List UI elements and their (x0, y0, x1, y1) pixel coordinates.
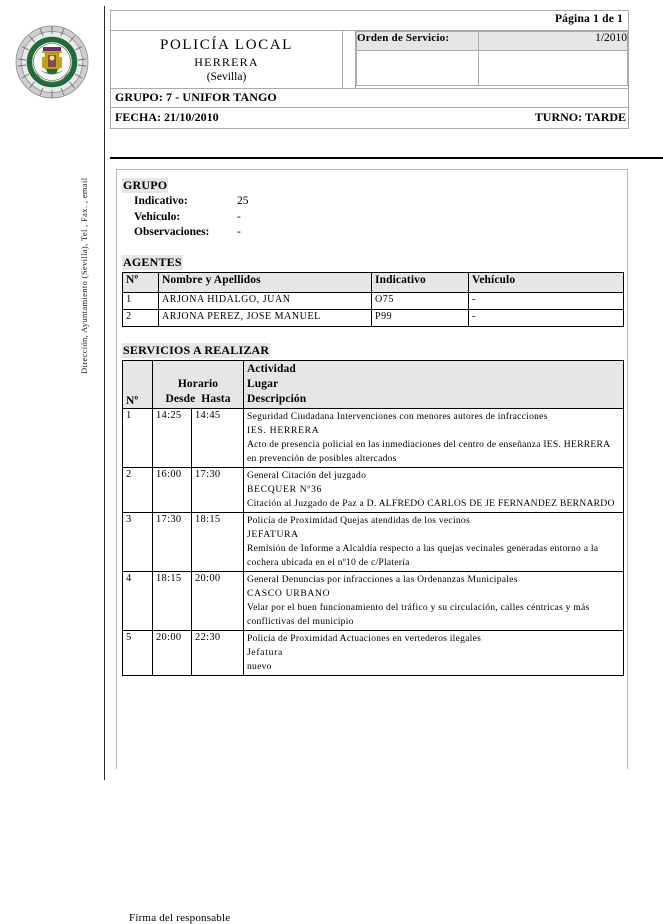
servicios-col-desde-hasta (156, 392, 240, 407)
orden-blank-left[interactable] (357, 51, 479, 86)
servicio-desde: 16:00 (153, 467, 192, 512)
servicio-actividad: Policía de Proximidad Quejas atendidas de los vecinos (247, 514, 470, 526)
servicio-detalle (244, 571, 624, 630)
header-separator-rule (110, 157, 663, 159)
servicio-hasta: 18:15 (192, 512, 244, 571)
agentes-header-row (123, 272, 624, 292)
servicio-num: 2 (123, 467, 153, 512)
orden-servicio-table (356, 31, 628, 86)
header-table (110, 10, 629, 129)
grupo-line: GRUPO: 7 - UNIFOR TANGO (111, 89, 629, 108)
agentes-section-title: AGENTES (123, 254, 182, 269)
servicio-actividad: Policía de Proximidad Actuaciones en vertederos ilegales (247, 632, 482, 644)
agentes-col-nombre: Nombre y Apellidos (159, 272, 372, 292)
servicio-detalle (244, 512, 624, 571)
orden-servicio-cell (356, 31, 629, 89)
servicios-col-horario-label: Horario (177, 377, 219, 390)
org-line-2: HERRERA (194, 55, 259, 69)
servicio-detalle (244, 408, 624, 467)
servicios-col-hasta: Hasta (201, 392, 231, 405)
header-row-grupo (111, 89, 629, 108)
servicios-col-desde: Desde (165, 392, 196, 405)
orden-blank-right[interactable] (479, 51, 628, 86)
servicio-descripcion: Velar por el buen funcionamiento del tráfico y su circulación, calles céntricas y más conflictivas del municipio (247, 601, 590, 627)
servicio-lugar: JEFATURA (247, 528, 299, 540)
agentes-col-indicativo: Indicativo (372, 272, 469, 292)
table-row (123, 292, 624, 309)
table-row (123, 467, 624, 512)
grupo-section-title: GRUPO (123, 178, 168, 192)
turno-line: TURNO: TARDE (534, 110, 627, 124)
agentes-table (122, 272, 624, 327)
grupo-value-vehiculo: - (237, 210, 241, 223)
servicios-table (122, 360, 624, 676)
grupo-value-observaciones: - (237, 226, 241, 238)
servicio-descripcion: Citación al Juzgado de Paz a D. ALFREDO CARLOS DE JE FERNANDEZ BERNARDO (247, 497, 615, 509)
grupo-field-indicativo (122, 194, 627, 210)
fecha-turno-cell (111, 108, 629, 129)
header-row-pagina (111, 11, 629, 31)
servicios-col-actividad: Actividad (247, 362, 296, 375)
servicio-hasta: 17:30 (192, 467, 244, 512)
left-gutter (0, 0, 104, 780)
agente-num: 1 (123, 292, 159, 309)
servicio-lugar: IES. HERRERA (247, 424, 320, 436)
servicio-descripcion: Remisión de Informe a Alcaldía respecto a las quejas vecinales generadas entorno a la cochera ubicada en el nº10 de c/Platería (247, 542, 599, 568)
fecha-line: FECHA: 21/10/2010 (115, 110, 219, 124)
servicio-desde: 17:30 (153, 512, 192, 571)
grupo-field-vehiculo (122, 210, 627, 226)
servicios-col-num-label: Nº (126, 394, 139, 407)
servicio-actividad: General Denuncias por infracciones a las Ordenanzas Municipales (247, 573, 518, 585)
agentes-section (117, 241, 627, 327)
servicio-num: 4 (123, 571, 153, 630)
servicio-descripcion: nuevo (247, 660, 272, 672)
table-row (123, 309, 624, 326)
agente-vehiculo: - (469, 292, 624, 309)
servicio-desde: 20:00 (153, 630, 192, 675)
body-content-box (116, 169, 628, 924)
servicio-hasta: 20:00 (192, 571, 244, 630)
agente-indicativo: P99 (372, 309, 469, 326)
servicios-section (117, 327, 627, 676)
servicio-num: 5 (123, 630, 153, 675)
servicio-detalle (244, 630, 624, 675)
servicio-detalle (244, 467, 624, 512)
servicio-lugar: BECQUER Nº36 (247, 483, 323, 495)
grupo-label-observaciones: Observaciones: (134, 226, 210, 238)
policia-local-badge (12, 16, 92, 112)
agentes-col-num: Nº (123, 272, 159, 292)
servicio-hasta: 14:45 (192, 408, 244, 467)
servicio-lugar: Jefatura (247, 646, 283, 658)
agentes-col-vehiculo: Vehículo (469, 272, 624, 292)
header-row-fecha (111, 108, 629, 129)
servicio-desde: 14:25 (153, 408, 192, 467)
servicio-desde: 18:15 (153, 571, 192, 630)
vertical-address-text: Dirección, Ayuntamiento (Sevilla), Tel , Fax. , email (79, 177, 89, 374)
grupo-section (117, 170, 627, 241)
servicio-num: 3 (123, 512, 153, 571)
servicios-col-lugar: Lugar (247, 377, 279, 390)
orden-servicio-label: Orden de Servicio: (357, 32, 479, 51)
agente-indicativo: O75 (372, 292, 469, 309)
servicios-section-title: SERVICIOS A REALIZAR (123, 342, 270, 357)
header-row-title (111, 31, 629, 89)
servicio-actividad: Seguridad Ciudadana Intervenciones con menores autores de infracciones (247, 410, 548, 422)
grupo-label-indicativo: Indicativo: (134, 195, 188, 207)
agente-vehiculo: - (469, 309, 624, 326)
agente-nombre: ARJONA HIDALGO, JUAN (159, 292, 372, 309)
agente-num: 2 (123, 309, 159, 326)
document-page (105, 6, 663, 924)
servicio-actividad: General Citación del juzgado (247, 469, 367, 481)
page-indicator: Página 1 de 1 (111, 11, 629, 31)
servicios-col-descripcion: Descripción (247, 392, 307, 405)
table-row (123, 630, 624, 675)
org-line-3: (Sevilla) (206, 71, 247, 83)
servicios-col-horario (153, 360, 244, 408)
orden-servicio-value[interactable]: 1/2010 (479, 32, 628, 51)
servicio-lugar: CASCO URBANO (247, 587, 331, 599)
servicio-num: 1 (123, 408, 153, 467)
agente-nombre: ARJONA PEREZ, JOSE MANUEL (159, 309, 372, 326)
servicio-hasta: 22:30 (192, 630, 244, 675)
servicios-header-row (123, 360, 624, 408)
table-row (123, 408, 624, 467)
organization-title-cell (111, 31, 343, 89)
table-row (123, 512, 624, 571)
servicios-col-num (123, 360, 153, 408)
header-spacer-cell (343, 31, 356, 89)
grupo-label-vehiculo: Vehículo: (134, 210, 181, 223)
servicios-col-actividad-group (244, 360, 624, 408)
grupo-field-observaciones (122, 225, 627, 241)
firma-responsable-label: Firma del responsable (129, 912, 231, 924)
servicio-descripcion: Acto de presencia policial en las inmediaciones del centro de enseñanza IES. HERRERA en prevención de posibles altercados (247, 438, 610, 464)
table-row (123, 571, 624, 630)
org-line-1: POLICÍA LOCAL (160, 37, 293, 53)
grupo-value-indicativo: 25 (237, 195, 249, 207)
